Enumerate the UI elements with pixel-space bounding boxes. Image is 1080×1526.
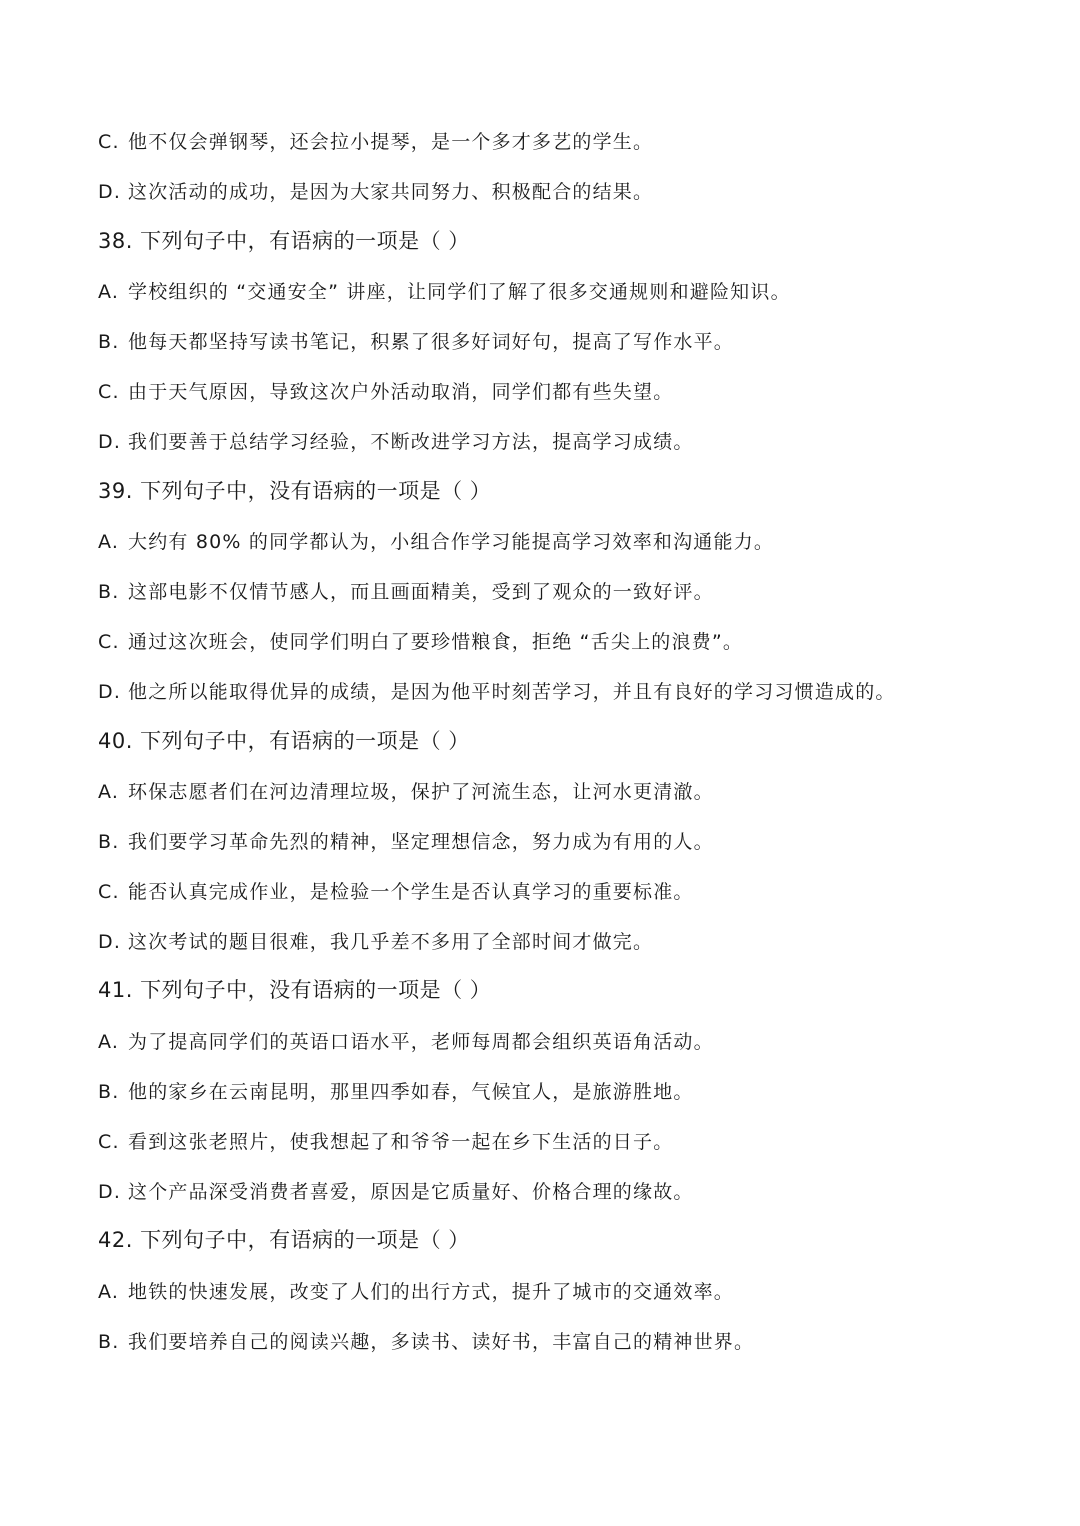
option-text: 他之所以能取得优异的成绩，是因为他平时刻苦学习，并且有良好的学习习惯造成的。 bbox=[128, 681, 896, 703]
question-38 bbox=[98, 226, 470, 256]
option-letter: A. bbox=[98, 531, 120, 553]
option-line bbox=[98, 377, 673, 407]
option-letter: A. bbox=[98, 1281, 120, 1303]
question-text: 38. 下列句子中，有语病的一项是（ ） bbox=[98, 229, 470, 253]
option-text: 这个产品深受消费者喜爱，原因是它质量好、价格合理的缘故。 bbox=[128, 1181, 694, 1203]
option-letter: B. bbox=[98, 1331, 120, 1353]
option-line bbox=[98, 627, 743, 657]
question-text: 40. 下列句子中，有语病的一项是（ ） bbox=[98, 729, 470, 753]
question-39 bbox=[98, 476, 491, 506]
option-line bbox=[98, 1127, 673, 1157]
option-line bbox=[98, 1277, 734, 1307]
option-text: 为了提高同学们的英语口语水平，老师每周都会组织英语角活动。 bbox=[128, 1031, 714, 1053]
option-line bbox=[98, 877, 694, 907]
option-letter: C. bbox=[98, 1131, 120, 1153]
option-letter: C. bbox=[98, 131, 120, 153]
question-text: 41. 下列句子中，没有语病的一项是（ ） bbox=[98, 978, 492, 1002]
option-text: 看到这张老照片，使我想起了和爷爷一起在乡下生活的日子。 bbox=[128, 1131, 674, 1153]
option-letter: C. bbox=[98, 881, 120, 903]
option-text: 他不仅会弹钢琴，还会拉小提琴，是一个多才多艺的学生。 bbox=[128, 131, 654, 153]
option-letter: D. bbox=[98, 931, 122, 953]
option-text: 大约有 80% 的同学都认为，小组合作学习能提高学习效率和沟通能力。 bbox=[128, 531, 775, 553]
question-41 bbox=[98, 975, 491, 1005]
option-text: 通过这次班会，使同学们明白了要珍惜粮食，拒绝 “舌尖上的浪费”。 bbox=[128, 631, 744, 653]
option-line bbox=[98, 1177, 694, 1207]
option-line bbox=[98, 1327, 754, 1357]
option-text: 这部电影不仅情节感人，而且画面精美，受到了观众的一致好评。 bbox=[128, 581, 714, 603]
option-letter: D. bbox=[98, 181, 122, 203]
option-line bbox=[98, 527, 774, 557]
option-line bbox=[98, 277, 791, 307]
option-text: 他每天都坚持写读书笔记，积累了很多好词好句，提高了写作水平。 bbox=[128, 331, 735, 353]
option-letter: D. bbox=[98, 1181, 122, 1203]
option-letter: D. bbox=[98, 681, 122, 703]
option-line bbox=[98, 827, 714, 857]
option-line bbox=[98, 777, 714, 807]
option-letter: B. bbox=[98, 581, 120, 603]
option-letter: A. bbox=[98, 781, 120, 803]
option-text: 环保志愿者们在河边清理垃圾，保护了河流生态，让河水更清澈。 bbox=[128, 781, 714, 803]
option-letter: A. bbox=[98, 281, 120, 303]
question-text: 42. 下列句子中，有语病的一项是（ ） bbox=[98, 1228, 470, 1252]
option-text: 这次考试的题目很难，我几乎差不多用了全部时间才做完。 bbox=[128, 931, 654, 953]
option-text: 他的家乡在云南昆明，那里四季如春，气候宜人，是旅游胜地。 bbox=[128, 1081, 694, 1103]
option-line bbox=[98, 1077, 694, 1107]
option-line bbox=[98, 927, 653, 957]
option-line bbox=[98, 427, 694, 457]
option-line bbox=[98, 677, 896, 707]
option-line bbox=[98, 327, 734, 357]
option-line bbox=[98, 1027, 714, 1057]
question-40 bbox=[98, 726, 470, 756]
option-line bbox=[98, 577, 714, 607]
option-text: 我们要善于总结学习经验，不断改进学习方法，提高学习成绩。 bbox=[128, 431, 694, 453]
option-line bbox=[98, 177, 653, 207]
option-text: 这次活动的成功，是因为大家共同努力、积极配合的结果。 bbox=[128, 181, 654, 203]
option-letter: C. bbox=[98, 381, 120, 403]
option-text: 能否认真完成作业，是检验一个学生是否认真学习的重要标准。 bbox=[128, 881, 694, 903]
option-text: 由于天气原因，导致这次户外活动取消，同学们都有些失望。 bbox=[128, 381, 674, 403]
option-line bbox=[98, 127, 653, 157]
option-text: 地铁的快速发展，改变了人们的出行方式，提升了城市的交通效率。 bbox=[128, 1281, 735, 1303]
option-text: 学校组织的 “交通安全” 讲座，让同学们了解了很多交通规则和避险知识。 bbox=[128, 281, 791, 303]
option-letter: B. bbox=[98, 831, 120, 853]
option-letter: C. bbox=[98, 631, 120, 653]
question-text: 39. 下列句子中，没有语病的一项是（ ） bbox=[98, 479, 492, 503]
option-letter: A. bbox=[98, 1031, 120, 1053]
option-letter: B. bbox=[98, 1081, 120, 1103]
option-text: 我们要培养自己的阅读兴趣，多读书、读好书，丰富自己的精神世界。 bbox=[128, 1331, 755, 1353]
question-42 bbox=[98, 1225, 470, 1255]
option-letter: D. bbox=[98, 431, 122, 453]
option-text: 我们要学习革命先烈的精神，坚定理想信念，努力成为有用的人。 bbox=[128, 831, 714, 853]
option-letter: B. bbox=[98, 331, 120, 353]
